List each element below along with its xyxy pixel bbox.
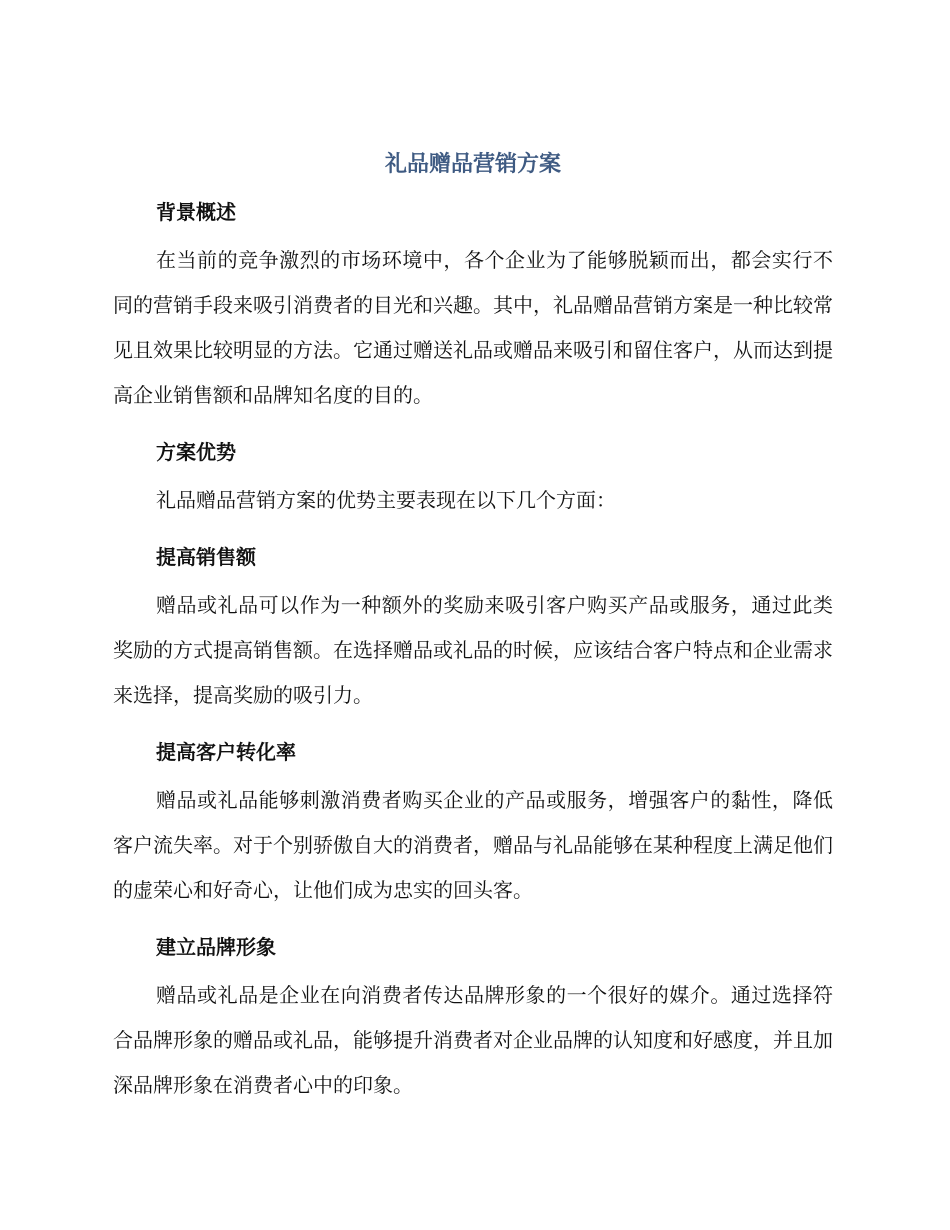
section-heading-conversion: 提高客户转化率 — [156, 740, 296, 764]
section-heading-sales: 提高销售额 — [156, 545, 256, 569]
document-content — [113, 148, 833, 1126]
section-heading-background: 背景概述 — [156, 200, 236, 224]
section-paragraph-background: 在当前的竞争激烈的市场环境中，各个企业为了能够脱颖而出，都会实行不同的营销手段来吸引消费者的目光和兴趣。其中，礼品赠品营销方案是一种比较常见且效果比较明显的方法。它通过赠送礼品或赠品来吸引和留住客户，从而达到提高企业销售额和品牌知名度的目的。 — [113, 248, 833, 407]
section-paragraph-advantages: 礼品赠品营销方案的优势主要表现在以下几个方面： — [156, 488, 616, 512]
section-heading-brand: 建立品牌形象 — [156, 935, 276, 959]
section-heading-advantages: 方案优势 — [156, 440, 236, 464]
document-title: 礼品赠品营销方案 — [384, 152, 561, 177]
section-paragraph-brand: 赠品或礼品是企业在向消费者传达品牌形象的一个很好的媒介。通过选择符合品牌形象的赠品或礼品，能够提升消费者对企业品牌的认知度和好感度，并且加深品牌形象在消费者心中的印象。 — [113, 983, 833, 1097]
section-paragraph-sales: 赠品或礼品可以作为一种额外的奖励来吸引客户购买产品或服务，通过此类奖励的方式提高销售额。在选择赠品或礼品的时候，应该结合客户特点和企业需求来选择，提高奖励的吸引力。 — [113, 593, 833, 707]
section-paragraph-conversion: 赠品或礼品能够刺激消费者购买企业的产品或服务，增强客户的黏性，降低客户流失率。对于个别骄傲自大的消费者，赠品与礼品能够在某种程度上满足他们的虚荣心和好奇心，让他们成为忠实的回头客。 — [113, 788, 833, 902]
